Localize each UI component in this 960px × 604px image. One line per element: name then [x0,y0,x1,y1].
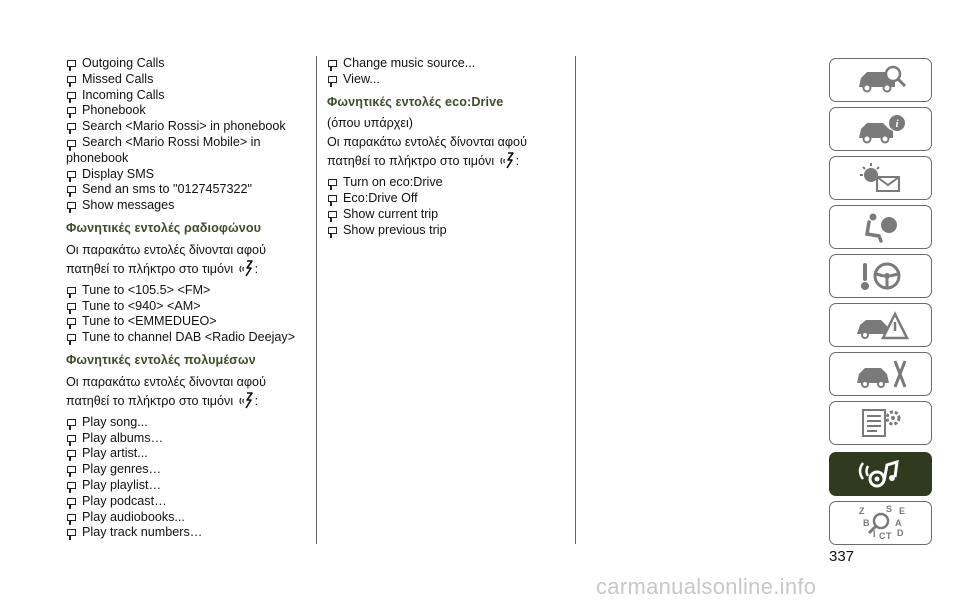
column-divider [575,56,576,544]
voice-bullet-icon [67,107,76,114]
car-wrench-icon [851,357,911,391]
watermark: carmanualsonline.info [596,574,817,599]
list-item: Play audiobooks... [66,510,311,526]
voice-bullet-icon [67,514,76,521]
list-item: Search <Mario Rossi> in phonebook [66,119,311,135]
voice-bullet-icon [67,482,76,489]
media-intro: Οι παρακάτω εντολές δίνονται αφού πατηθεί το πλήκτρο στο τιμόνι : [66,374,266,408]
voice-bullet-icon [67,123,76,130]
voice-bullet-icon [67,186,76,193]
tab-multimedia[interactable] [829,452,932,496]
voice-bullet-icon [67,76,76,83]
svg-text:S: S [885,504,892,514]
radio-heading: Φωνητικές εντολές ραδιοφώνου [66,220,262,235]
list-item: Change music source... [327,56,567,72]
tab-car-info[interactable] [829,107,932,151]
voice-bullet-icon [67,60,76,67]
voice-bullet-icon [67,303,76,310]
car-crash-warning-icon [851,308,911,342]
list-item: Tune to channel DAB <Radio Deejay> [66,330,311,346]
voice-bullet-icon [328,179,337,186]
tab-starting-driving[interactable] [829,254,932,298]
voice-command-icon [499,151,515,169]
voice-bullet-icon [67,466,76,473]
list-item: Search <Mario Rossi Mobile> in phonebook [66,134,261,165]
voice-bullet-icon [67,171,76,178]
list-item: Show previous trip [327,223,567,239]
svg-text:i: i [894,118,899,130]
list-item: Send an sms to "0127457322" [66,182,311,198]
car-search-icon [851,63,911,97]
eco-heading: Φωνητικές εντολές eco:Drive [327,94,504,109]
voice-bullet-icon [67,202,76,209]
list-item: Show current trip [327,207,567,223]
voice-bullet-icon [67,435,76,442]
warning-light-message-icon [851,161,911,195]
multimedia-voice-icon [851,457,911,491]
media-list [66,415,311,541]
list-item: Incoming Calls [66,88,311,104]
eco-intro: Οι παρακάτω εντολές δίνονται αφού πατηθεί το πλήκτρο στο τιμόνι : [327,135,527,169]
tab-safety[interactable] [829,205,932,249]
svg-text:B: B [862,518,869,528]
tab-emergency[interactable] [829,303,932,347]
voice-bullet-icon [328,60,337,67]
list-item: Play podcast… [66,494,311,510]
list-item: Play track numbers… [66,525,311,541]
voice-bullet-icon [67,334,76,341]
column-middle [327,56,567,239]
tab-car-search[interactable] [829,58,932,102]
voice-bullet-icon [67,529,76,536]
svg-text:D: D [896,528,903,538]
list-item: Tune to <EMMEDUEO> [66,314,311,330]
svg-text:C: C [878,531,885,541]
tab-index[interactable] [829,501,932,545]
list-item: Tune to <940> <AM> [66,299,311,315]
list-item: Turn on eco:Drive [327,175,567,191]
voice-command-icon [238,391,254,409]
list-item: Display SMS [66,167,311,183]
alphabetical-index-icon [851,504,911,542]
tab-technical-data[interactable] [829,401,932,445]
tab-maintenance[interactable] [829,352,932,396]
column-left [66,56,311,541]
list-item: View... [327,72,567,88]
voice-bullet-icon [67,140,76,147]
voice-bullet-icon [67,498,76,505]
voice-bullet-icon [67,92,76,99]
voice-bullet-icon [67,419,76,426]
svg-text:E: E [898,506,905,516]
list-item: Eco:Drive Off [327,191,567,207]
list-item: Phonebook [66,103,311,119]
svg-text:Z: Z [858,506,864,516]
list-item: Play genres… [66,462,311,478]
radio-list [66,283,311,346]
tab-warning-lights[interactable] [829,156,932,200]
list-item: Play artist... [66,446,311,462]
voice-bullet-icon [67,318,76,325]
svg-text:I: I [872,529,876,539]
voice-bullet-icon [67,287,76,294]
list-item: Show messages [66,198,311,214]
steering-wheel-key-icon [851,259,911,293]
list-item: Missed Calls [66,72,311,88]
voice-bullet-icon [328,211,337,218]
car-info-icon [851,112,911,146]
list-item: Play albums… [66,431,311,447]
eco-note: (όπου υπάρχει) [327,116,413,131]
radio-intro: Οι παρακάτω εντολές δίνονται αφού πατηθεί το πλήκτρο στο τιμόνι : [66,242,266,276]
document-gear-icon [851,406,911,440]
voice-bullet-icon [67,450,76,457]
column-divider [316,56,317,544]
svg-text:T: T [885,531,891,541]
seat-airbag-icon [851,210,911,244]
list-item: Play playlist… [66,478,311,494]
voice-bullet-icon [328,227,337,234]
voice-bullet-icon [328,195,337,202]
list-item: Tune to <105.5> <FM> [66,283,311,299]
media-heading: Φωνητικές εντολές πολυμέσων [66,352,256,367]
voice-command-icon [238,259,254,277]
calls-list [66,56,311,214]
list-item: Play song... [66,415,311,431]
svg-text:A: A [894,518,901,528]
page-number: 337 [829,548,855,565]
list-item: Outgoing Calls [66,56,311,72]
voice-bullet-icon [328,76,337,83]
